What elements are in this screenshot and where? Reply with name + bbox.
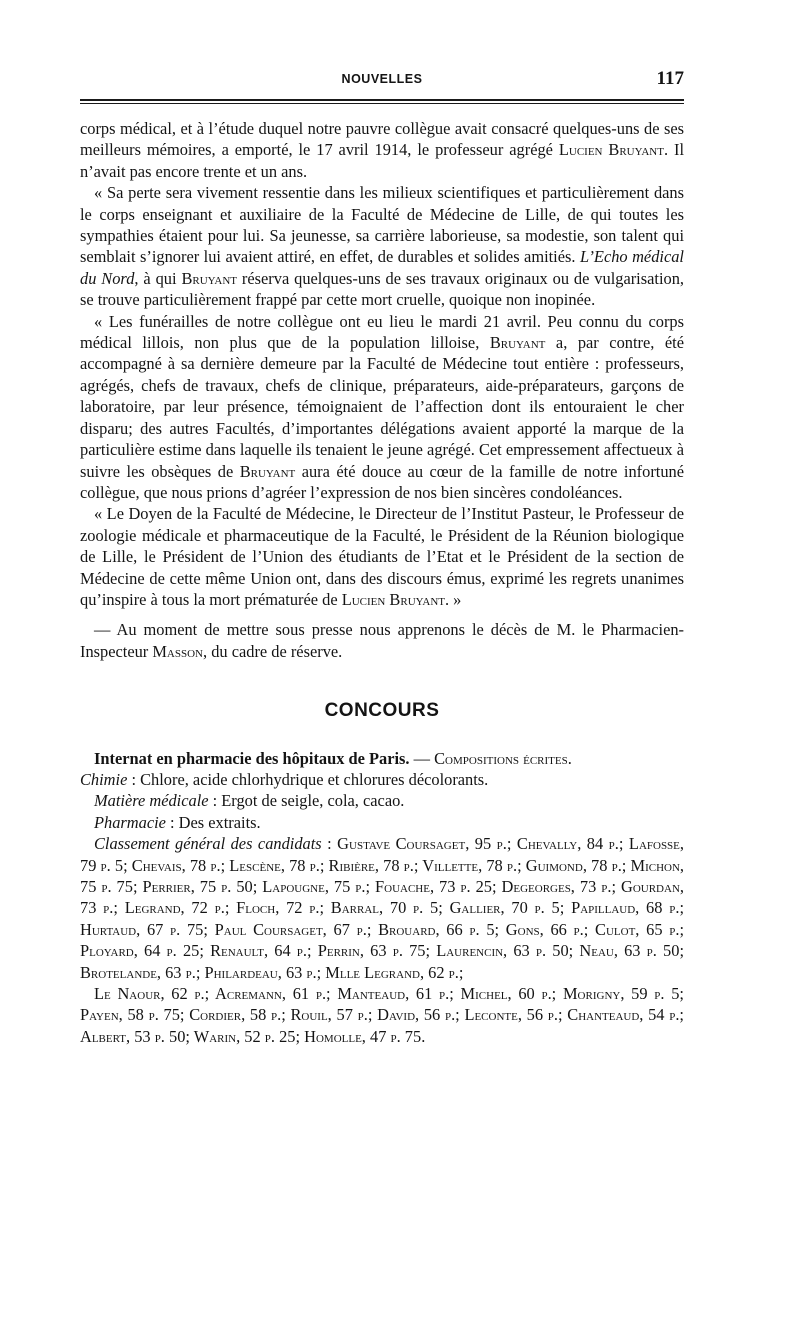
paragraph-2 [80,182,684,310]
p2-text-1: « Sa perte sera vivement ressentie dans les milieux scientifiques et particulièrement dans le corps enseignant et auxiliaire de la Faculté de Médecine de Lille, de qui toutes les sympathies étaient pour lui. Sa jeunesse, sa carrière laborieuse, sa modestie, son talent qui semblait s’ignorer lui avaient attiré, en effet, de durables et solides amitiés. [80,183,684,267]
header-rule-thick [80,99,684,101]
concours-intro [80,748,684,791]
pharmacie-text: : Des extraits. [165,812,261,832]
page-number: 117 [656,68,684,89]
matiere-label: Matière médicale [94,791,209,811]
pharmacie-label: Pharmacie [94,812,166,832]
classement-label: Classement général des candidats [94,834,322,854]
concours-compositions: Compositions écrites. [434,748,572,768]
section-title: CONCOURS [324,700,440,722]
page-header [80,60,684,88]
header-rule-thin [80,103,684,104]
p5-text-1: — Au moment de mettre sous presse nous apprenons le décès de M. le Pharmacien-Inspecteur [80,620,684,661]
concours-dash: — [409,748,435,768]
matiere-text: : Ergot de seigle, cola, cacao. [208,791,405,811]
p3-text-3: aura été douce au cœur de la famille de notre infortuné collègue, que nous prions d’agréer l’expression de nos bien sincères condoléances. [80,461,685,502]
running-title: NOUVELLES [341,72,423,86]
p2-text-3: réserva quelques-uns de ses travaux originaux ou de vulgarisation, se trouve particulièrement frappé par cette mort cruelle, quoique non inopinée. [80,268,684,310]
p1-name: Lucien Bruyant [558,140,664,160]
document-page [80,60,685,1046]
chimie-label: Chimie [80,769,128,789]
classement-list-2: Le Naour, 62 p.; Acremann, 61 p.; Manteaud, 61 p.; Michel, 60 p.; Morigny, 59 p. 5; Payen, 58 p. 75; Cordier, 58 p.; Rouil, 57 p.; David, 56 p.; Leconte, 56 p.; Chanteaud, 54 p.; Albert, 53 p. 50; Warin, 52 p. 25; Homolle, 47 p. 75. [80,984,684,1046]
p2-journal: L’Echo médical du Nord [80,247,684,288]
p3-text-2: a, par contre, été accompagné à sa dernière demeure par la Faculté de Médecine tout entière : professeurs, agrégés, chefs de travaux, chefs de clinique, préparateurs, aide-préparateurs, garçons de laboratoire, par leur présence, témoignaient de l’affection dont ils entouraient le cher disparu; des autres Facultés, d’importantes délégations avaient apporté la marque de la particulière estime dans laquelle ils tenaient le jeune agrégé. Cet empressement affectueux à suivre les obsèques de [80,333,684,481]
concours-lead: Internat en pharmacie des hôpitaux de Paris. [94,748,410,768]
classement-paragraph [80,833,684,983]
p2-text-2: , à qui [134,268,182,288]
paragraph-5 [80,619,684,662]
chimie-text: : Chlore, acide chlorhydrique et chlorures décolorants. [127,769,489,789]
classement-list-1: : Gustave Coursaget, 95 p.; Chevally, 84 p.; Lafosse, 79 p. 5; Chevais, 78 p.; Lescène, 78 p.; Ribière, 78 p.; Villette, 78 p.; Guimond, 78 p.; Michon, 75 p. 75; Perrier, 75 p. 50; Lapougne, 75 p.; Fouache, 73 p. 25; Degeorges, 73 p.; Gourdan, 73 p.; Legrand, 72 p.; Floch, 72 p.; Barral, 70 p. 5; Gallier, 70 p. 5; Papillaud, 68 p.; Hurtaud, 67 p. 75; Paul Coursaget, 67 p.; Brouard, 66 p. 5; Gons, 66 p.; Culot, 65 p.; Ployard, 64 p. 25; Renault, 64 p.; Perrin, 63 p. 75; Laurencin, 63 p. 50; Neau, 63 p. 50; Brotelande, 63 p.; Philardeau, 63 p.; Mlle Legrand, 62 p.; [80,834,684,982]
p4-name: Lucien Bruyant [341,589,445,609]
p1-text-2: . Il n’avait pas encore trente et un ans. [80,140,685,181]
p3-text-1: « Les funérailles de notre collègue ont eu lieu le mardi 21 avril. Peu connu du corps médical lillois, non plus que de la population lilloise, [80,311,684,353]
p4-text-1: « Le Doyen de la Faculté de Médecine, le Directeur de l’Institut Pasteur, le Professeur de zoologie médicale et pharmaceutique de la Faculté, le Président de la Réunion biologique de Lille, le Président de l’Union des étudiants de l’Etat et le Président de la section de Médecine de cette même Union ont, dans des discours émus, exprimé les regrets unanimes qu’inspire à tous la mort prématurée de [80,504,684,609]
matiere-line [80,790,684,811]
paragraph-1 [80,118,684,182]
paragraph-gap [80,610,684,619]
body-text [80,118,684,1047]
paragraph-3 [80,311,684,504]
p3-name-1: Bruyant [489,333,546,353]
pharmacie-line [80,812,684,833]
classement-paragraph-2 [80,983,684,1047]
p5-text-2: , du cadre de réserve. [203,641,343,661]
p1-text-1: corps médical, et à l’étude duquel notre pauvre collègue avait consacré quelques-uns de ses meilleurs mémoires, a emporté, le 17 avril 1914, le professeur agrégé [80,119,684,160]
paragraph-4 [80,503,684,610]
p5-name: Masson [152,641,204,661]
p3-name-2: Bruyant [239,461,296,481]
p2-name: Bruyant [181,268,237,288]
p4-text-2: . » [444,589,462,609]
